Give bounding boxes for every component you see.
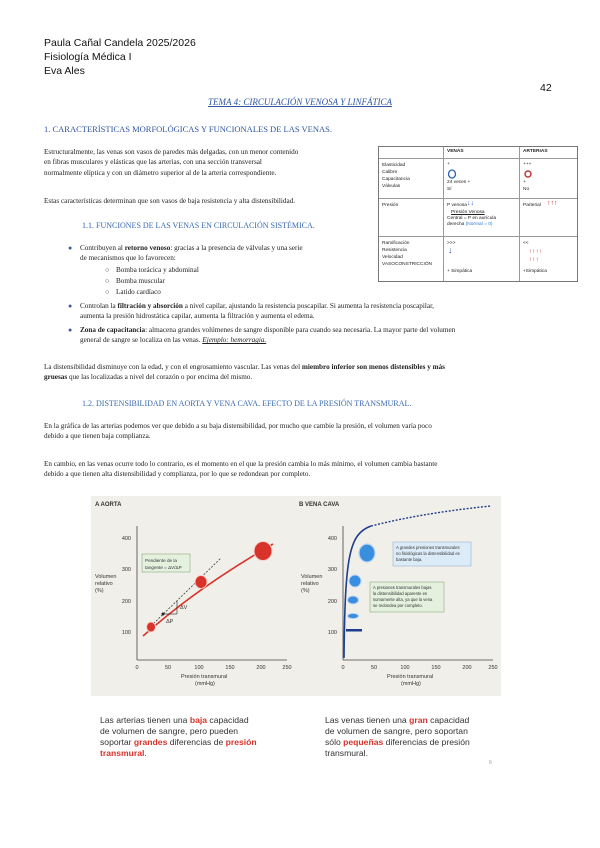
bullet-retorno-venoso: ● Contribuyen al retorno venoso: gracias a la presencia de válvulas y una serie de mecanismos que lo favorecen: [68,244,303,263]
x-axis-label: Presión transmural [387,674,434,680]
section1-paragraph2: Estas características determinan que son vasos de baja resistencia y alta distensibilidad. [44,197,296,205]
vein-cross-section-icon [348,613,359,618]
bullet-filtracion: ● Controlan la filtración y absorción a nivel capilar, ajustando la resistencia poscapilar. Si aumenta la resistencia poscapilar, aumenta la presión hidrostática capilar, aumenta la filtración y aumenta el edema. [68,302,434,321]
artery-up-arrows-icon: ↑↑↑↑ ↑↑↑ [529,248,542,263]
svg-text:A presiones transmurales bajas: A presiones transmurales bajas [373,585,432,590]
panel-b-label: B VENA CAVA [299,502,340,508]
page-number: 42 [540,82,552,94]
collapsed-vein-icon [346,629,362,632]
vein-cross-section-icon [359,544,375,562]
text-line: normalmente elíptica y con un diámetro superior al de la arteria correspondiente. [44,168,277,177]
svg-text:bastante baja.: bastante baja. [396,557,423,562]
section12-heading: 1.2. DISTENSIBILIDAD EN AORTA Y VENA CAVA. EFECTO DE LA PRESIÓN TRANSMURAL. [82,399,412,408]
svg-text:A grandes presiones transmural: A grandes presiones transmurales [396,545,460,550]
x-tick-label: 150 [431,665,441,671]
sub-item: ○ Bomba torácica y abdominal [105,266,199,274]
y-axis-label: (%) [95,588,104,594]
svg-text:se redondea por completo.: se redondea por completo. [373,603,423,608]
table-row: Ramificación Resistencia Velocidad VASOCONSTRICCIÓN >>> ↓ + Simpática << ↑↑↑↑ ↑↑↑ +Simpática [379,237,577,281]
course-line: Fisiología Médica I [44,51,132,63]
svg-text:Pendiente de la: Pendiente de la [145,558,177,563]
svg-text:tangente = ΔV/ΔP: tangente = ΔV/ΔP [145,565,182,570]
vena-cava-chart [301,506,498,687]
x-tick-label: 50 [164,665,172,671]
text-line: Estructuralmente, las venas son vasos de paredes más delgadas, con un menor contenido [44,148,299,156]
bullet-icon: ● [68,244,73,252]
svg-text:no fisiológicas la distensibil: no fisiológicas la distensibilidad es [396,551,460,556]
y-tick-label: 100 [327,630,337,636]
x-tick-label: 0 [341,665,345,671]
teacher-line: Eva Ales [44,65,85,77]
slide-number: 6 [489,760,492,766]
bullet-capacitancia: ● Zona de capacitancia: almacena grandes volúmenes de sangre disponible para cuando sea necesaria. La mayor parte del volumen general de sangre se localiza en las venas. Ejemplo: hemorragia. [68,326,456,345]
artery-cross-section-icon [147,622,156,632]
y-axis-label: relativo [95,581,113,587]
x-tick-label: 200 [256,665,266,671]
bullet-icon: ● [68,302,73,310]
vena-cava-curve-dashed [371,506,491,526]
table-row: Presión P venosa ↓↓ Presión Venosa Central = P en aurícula derecha (Normal = 0) Parterial ↑↑↑ [379,199,577,237]
svg-text:la distensibilidad aparente es: la distensibilidad aparente es [373,591,428,596]
cava-paragraph: En cambio, en las venas ocurre todo lo contrario, es el momento en el que la presión cambia lo más mínimo, el volumen cambia bastante debido a que tienen alta distensibilidad y complianza, por lo que se redondean por completo. [44,460,438,479]
artery-cross-section-icon [195,576,207,589]
delta-v-label: ΔV [180,605,188,611]
distensibility-paragraph: La distensibilidad disminuye con la edad, y con el engrosamiento vascular. Las venas del miembro inferior son menos distensibles y más gruesas que las localizadas a nivel del corazón o por encima del mismo. [44,363,445,382]
vein-lumen-icon [447,169,457,179]
y-tick-label: 400 [121,536,131,542]
y-tick-label: 300 [327,567,337,573]
y-tick-label: 100 [121,630,131,636]
y-axis-label: Volumen [95,574,117,580]
y-tick-label: 400 [327,536,337,542]
section1-heading: 1. CARACTERÍSTICAS MORFOLÓGICAS Y FUNCIONALES DE LAS VENAS. [44,124,333,134]
x-tick-label: 0 [135,665,139,671]
panel-a-label: A AORTA [95,502,122,508]
circle-bullet-icon: ○ [105,266,110,274]
circle-bullet-icon: ○ [105,288,110,296]
y-axis-label: Volumen [301,574,323,580]
table-row: Elasticidad Calibre Capacitancia Válvulas + 24 veces + Sí +++ + No [379,159,577,199]
y-axis-label: (%) [301,588,310,594]
artery-cross-section-icon [254,542,272,561]
sub-item: ○ Bomba muscular [105,277,165,285]
text-line: en fibras musculares y elásticas que las arterias, con una sección transversal [44,158,262,167]
x-tick-label: 100 [194,665,204,671]
x-axis-label: Presión transmural [181,674,228,680]
x-tick-label: 250 [282,665,292,671]
caption-arteries: Las arterias tienen una baja capacidad de volumen de sangre, pero pueden soportar grandes diferencias de presión transmural. [100,715,257,758]
y-tick-label: 300 [121,567,131,573]
x-axis-label: (mmHg) [401,681,421,687]
caption-veins: Las venas tienen una gran capacidad de volumen de sangre, pero soportan sólo pequeñas diferencias de presión transmural. [325,715,470,758]
bullet-icon: ● [68,326,73,334]
vein-cross-section-icon [348,596,359,604]
vein-cross-section-icon [349,575,361,587]
delta-p-label: ΔP [166,619,174,625]
document-header [44,36,196,78]
compliance-figure [91,496,501,696]
x-tick-label: 250 [488,665,498,671]
x-axis-label: (mmHg) [195,681,215,687]
author-line: Paula Cañal Candela 2025/2026 [44,37,196,49]
y-tick-label: 200 [121,599,131,605]
section1-paragraph1 [44,147,374,178]
svg-text:sumamente alta, ya que la vena: sumamente alta, ya que la vena [373,597,433,602]
artery-lumen-icon [523,169,533,179]
x-tick-label: 100 [400,665,410,671]
y-tick-label: 200 [327,599,337,605]
section11-heading: 1.1. FUNCIONES DE LAS VENAS EN CIRCULACIÓN SISTÉMICA. [82,221,315,230]
vein-down-arrow-icon: ↓ [448,245,453,255]
aorta-chart [95,526,292,687]
down-arrows-icon: ↓↓ [467,200,474,207]
aorta-paragraph: En la gráfica de las arterias podemos ver que debido a su baja distensibilidad, por mucho que cambie la presión, el volumen varía poco debido a que tienen baja complianza. [44,422,432,441]
veins-vs-arteries-table [378,146,578,282]
x-tick-label: 50 [370,665,378,671]
up-arrows-icon: ↑↑↑ [547,200,558,207]
table-header-row: VENAS ARTERIAS [379,147,577,159]
circle-bullet-icon: ○ [105,277,110,285]
y-axis-label: relativo [301,581,319,587]
x-tick-label: 150 [225,665,235,671]
sub-item: ○ Latido cardíaco [105,288,161,296]
page-title: TEMA 4: CIRCULACIÓN VENOSA Y LINFÁTICA [208,97,392,107]
x-tick-label: 200 [462,665,472,671]
